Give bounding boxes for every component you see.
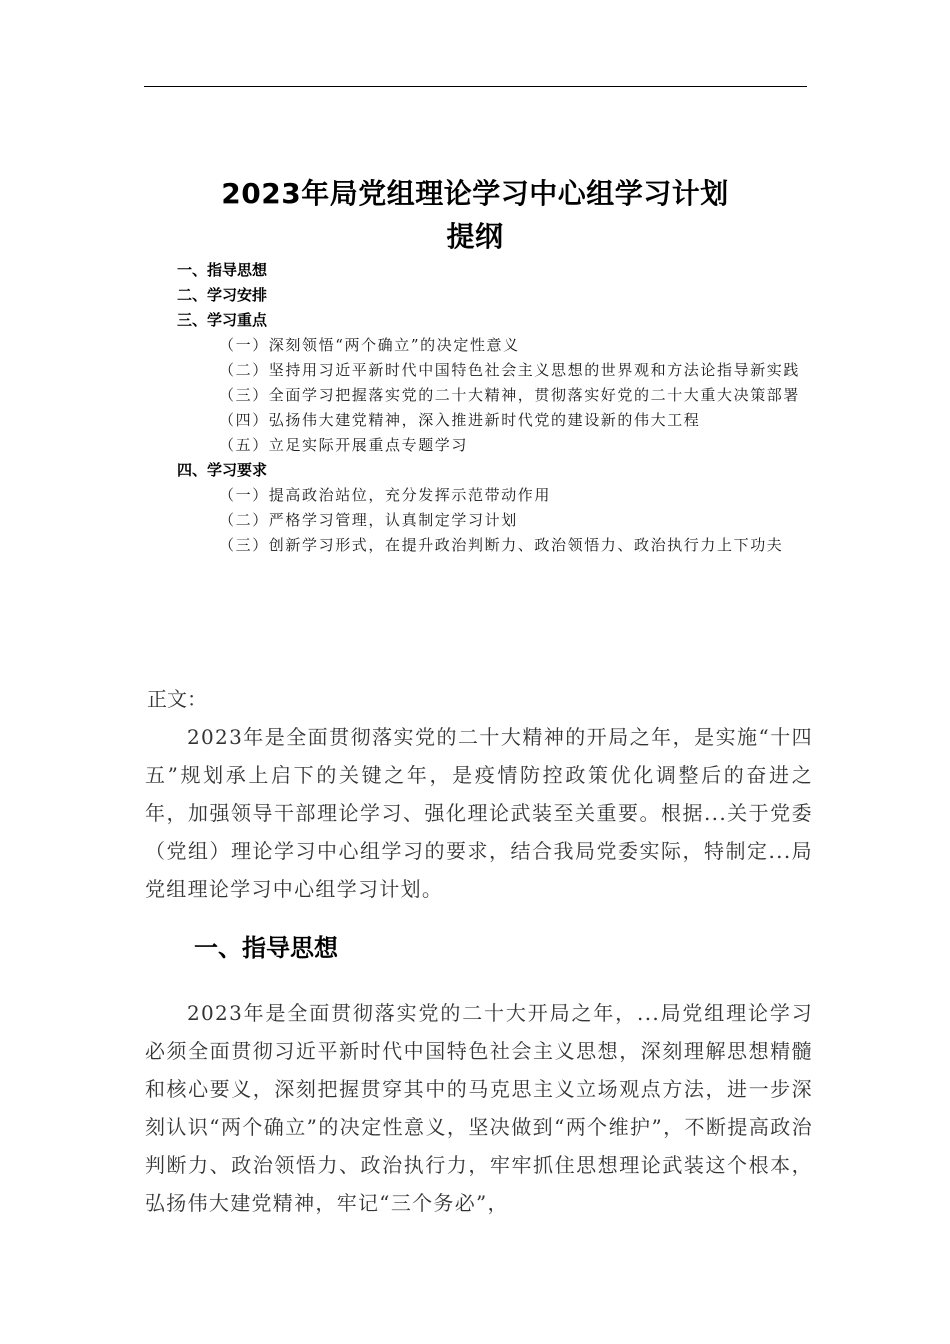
section-heading-1: 一、指导思想 [194,934,338,962]
outline-heading-3: 三、学习重点 [177,311,268,329]
document-title-line-1: 2023年局党组理论学习中心组学习计划 [221,177,729,210]
document-title-line-2: 提纲 [446,220,504,253]
outline-item: （一）提高政治站位，充分发挥示范带动作用 [219,486,552,504]
header-rule [144,86,807,87]
body-paragraph-2: 2023年是全面贯彻落实党的二十大开局之年，...局党组理论学习必须全面贯彻习近平新时代中国特色社会主义思想，深刻理解思想精髓和核心要义，深刻把握贯穿其中的马克思主义立场观点方法，进一步深刻认识“两个确立”的决定性意义，坚决做到“两个维护”，不断提高政治判断力、政治领悟力、政治执行力，牢牢抓住思想理论武装这个根本，弘扬伟大建党精神，牢记“三个务必”， [145,1001,813,1215]
outline-item: （三）创新学习形式，在提升政治判断力、政治领悟力、政治执行力上下功夫 [219,536,784,554]
outline-item: （三）全面学习把握落实党的二十大精神，贯彻落实好党的二十大重大决策部署 [219,386,801,404]
body-label: 正文： [147,687,207,711]
body-paragraph-1: 2023年是全面贯彻落实党的二十大精神的开局之年，是实施“十四五”规划承上启下的关键之年，是疫情防控政策优化调整后的奋进之年，加强领导干部理论学习、强化理论武装至关重要。根据...关于党委（党组）理论学习中心组学习的要求，结合我局党委实际，特制定...局党组理论学习中心组学习计划。 [145,725,813,901]
outline-item: （二）严格学习管理，认真制定学习计划 [219,511,518,529]
outline-item: （四）弘扬伟大建党精神，深入推进新时代党的建设新的伟大工程 [219,411,701,429]
outline-item: （一）深刻领悟“两个确立”的决定性意义 [219,336,520,354]
outline [177,258,817,558]
outline-heading-4: 四、学习要求 [177,461,268,479]
outline-item: （五）立足实际开展重点专题学习 [219,436,469,454]
outline-item: （二）坚持用习近平新时代中国特色社会主义思想的世界观和方法论指导新实践 [219,361,801,379]
outline-heading-1: 一、指导思想 [177,261,268,279]
outline-heading-2: 二、学习安排 [177,286,268,304]
